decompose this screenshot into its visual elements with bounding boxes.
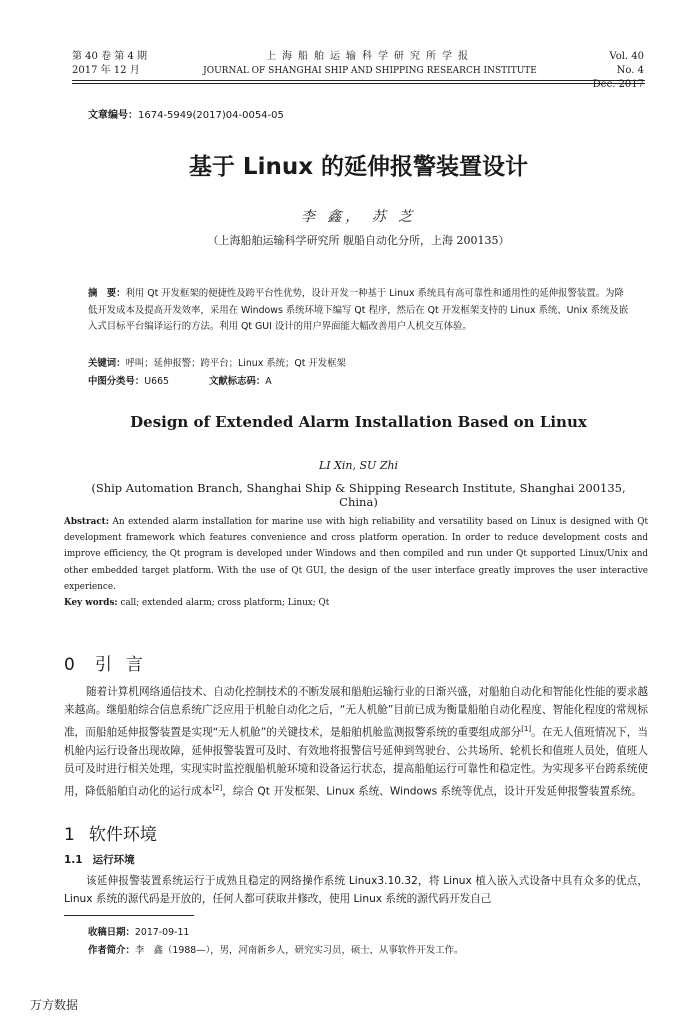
section-title: 软件环境 [88,825,157,845]
keywords-en-text: call; extended alarm; cross platform; Linux; Qt [117,598,330,608]
classification-line [88,373,630,387]
subsection-heading-runtime [64,852,135,867]
database-watermark: 万方数据 [30,998,79,1012]
header-journal-name [180,50,560,78]
authors-cn: 李 鑫， 苏 芝 [300,209,417,225]
intro-text-b: 。在无人值班情况下，当机舱内运行设备出现故障，延伸报警装置可及时、有效地将报警信号延伸到驾驶台、公共场所、轮机长和值班人员处，值班人员可及时进行相关处理，实现实时监控舰船机舱环境和设备运行状态，提高船舶运行可靠性和稳定性。为实现多平台跨系统使用，降低船舶自动化的运行成本 [64,726,648,798]
keywords-en [64,598,648,608]
article-number-label: 文章编号： [88,110,138,121]
abstract-en-label: Abstract: [64,517,109,527]
paper-title-cn: 基于 Linux 的延伸报警装置设计 [188,154,529,180]
article-number [88,106,284,121]
intro-paragraph [64,683,648,801]
keywords-cn [88,355,630,369]
header-rule [72,80,645,81]
header-date-cn: 2017 年 12 月 [72,65,140,76]
authors-en: LI Xin, SU Zhi [318,459,399,472]
article-number-value: 1674-5949(2017)04-0054-05 [138,110,284,121]
abstract-cn-text: 利用 Qt 开发框架的便捷性及跨平台性优势，设计开发一种基于 Linux 系统具有高可靠性和通用性的延伸报警装置。为降低开发成本及提高开发效率，采用在 Windows 系统环境下编写 Qt 程序，然后在 Qt 开发框架支持的 Linux 系统、Unix 系统及嵌入式目标平台编译运行的方法。利用 Qt GUI 设计的用户界面能大幅改善用户人机交互体验。 [88,288,629,332]
footnote-received [88,924,189,938]
footnote-rule [64,915,194,916]
affiliation-en: (Ship Automation Branch, Shanghai Ship & Shipping Research Institute, Shanghai 200135, China) [91,481,626,509]
author-bio-label: 作者简介： [88,945,135,956]
abstract-en-text: An extended alarm installation for marine use with high reliability and versatility based on Linux is designed with Qt development framework which features convenience and cross platform operation. In order to reduce development costs and improve efficiency, the Qt program is developed under Windows and then compiled and run under Qt supported Linux/Unix and other embedded target platform. With the use of Qt GUI, the design of the user interface greatly improves the user interactive experience. [64,517,648,592]
subsection-title: 运行环境 [92,854,135,866]
header-vol-no: Vol. 40 No. 4 [609,51,644,76]
runtime-paragraph: 该延伸报警装置系统运行于成熟且稳定的网络操作系统 Linux3.10.32，将 Linux 植入嵌入式设备中具有众多的优点，Linux 系统的源代码是开放的，任何人都可获取并修改，使用 Linux 系统的源代码开发自己 [64,875,648,906]
section-heading-intro [64,650,157,675]
section-number: 0 [64,655,77,675]
citation-ref: [1] [521,724,532,733]
journal-name-en: JOURNAL OF SHANGHAI SHIP AND SHIPPING RESEARCH INSTITUTE [203,66,537,76]
clc-label: 中图分类号： [88,376,145,387]
journal-name-cn: 上海船舶运输科学研究所学报 [266,51,474,62]
header-vol-en [590,50,644,92]
intro-text-c: ，综合 Qt 开发框架、Linux 系统、Windows 系统等优点，设计开发延伸报警装置系统。 [222,785,642,798]
received-label: 收稿日期： [88,927,135,938]
author-bio-text: 李 鑫（1988—），男，河南新乡人，研究实习员，硕士，从事软件开发工作。 [134,945,464,956]
affiliation-cn: （上海船舶运输科学研究所 舰船自动化分所，上海 200135） [207,234,510,247]
abstract-cn [88,286,630,336]
received-date: 2017-09-11 [134,927,190,938]
keywords-cn-text: 呼叫；延伸报警；跨平台；Linux 系统；Qt 开发框架 [125,358,346,369]
doc-code-label: 文献标志码： [209,376,266,387]
keywords-cn-label: 关键词： [88,358,126,369]
doc-code-value: A [265,376,272,387]
section-heading-software-env [64,820,157,845]
header-date-en: Dec. 2017 [592,79,644,90]
header-volume-issue [72,50,147,78]
header-rule-thin [72,83,645,84]
clc-value: U665 [144,376,170,387]
paper-title-en: Design of Extended Alarm Installation Based on Linux [130,413,587,431]
footnote-author-bio [88,942,463,956]
header-volume: 第 40 卷 第 4 期 [72,51,147,62]
keywords-en-label: Key words: [64,598,118,608]
section-number: 1 [64,825,75,845]
section-title: 引言 [94,655,157,675]
subsection-number: 1.1 [64,854,83,866]
intro-text-a: 随着计算机网络通信技术、自动化控制技术的不断发展和船舶运输行业的日渐兴盛，对船舶自动化和智能化性能的要求越来越高。继船舶综合信息系统广泛应用于机舱自动化之后，“无人机舱”目前已成为衡量船舶自动化程度、智能化程度的常规标准，而船舶延伸报警装置是实现“无人机舱”的关键技术，是船舶机舱监测报警系统的重要组成部分 [64,686,648,739]
abstract-cn-label: 摘 要： [88,288,126,299]
citation-ref: [2] [212,783,223,792]
abstract-en [64,514,648,595]
